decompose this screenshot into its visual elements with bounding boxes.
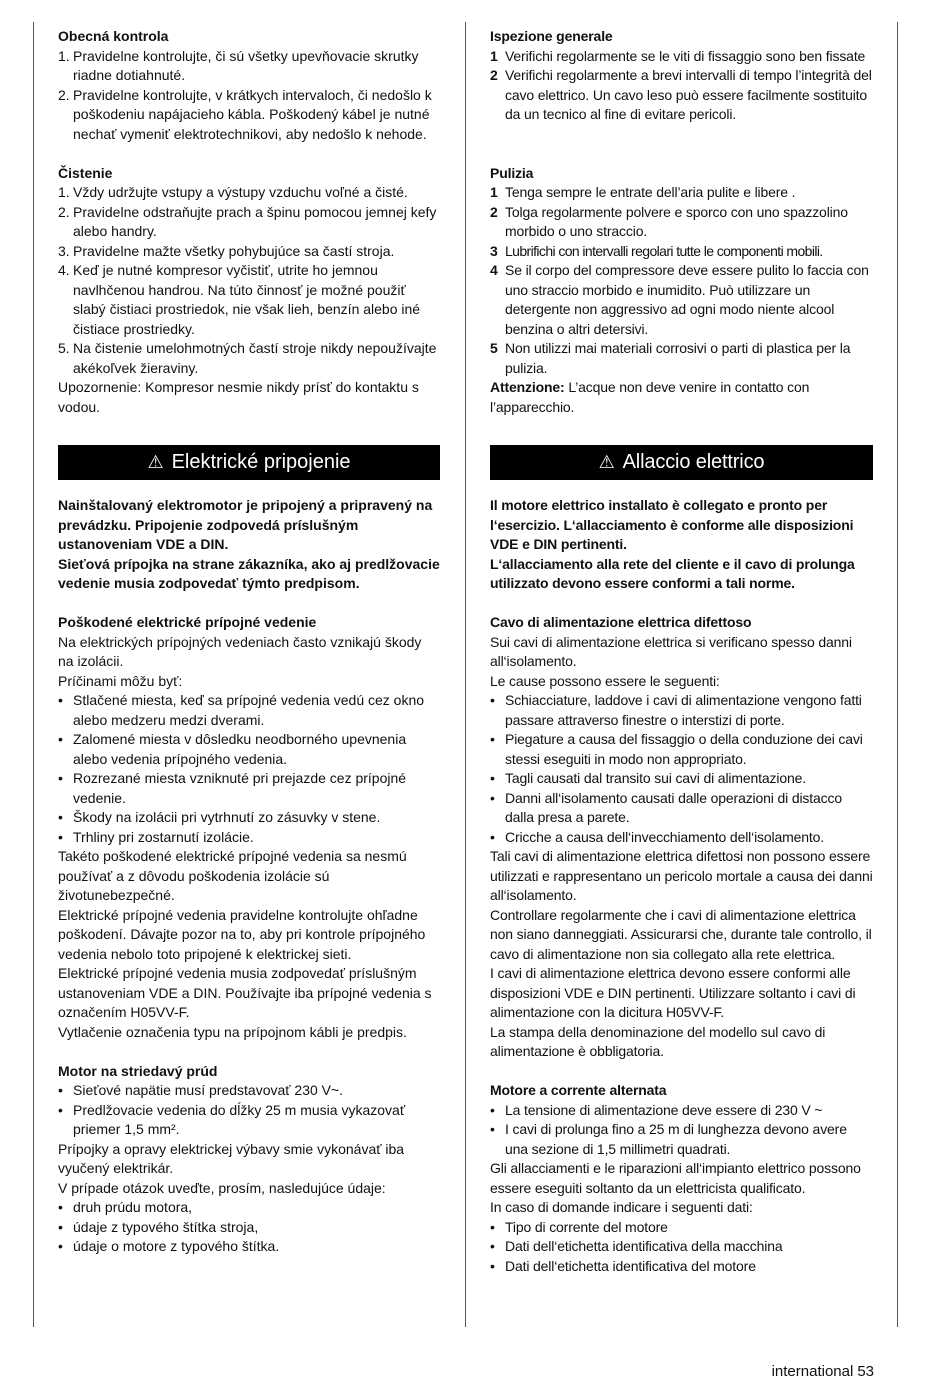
list-item: 4 Se il corpo del compressore deve essere pulito lo faccia con uno straccio morbido e inumidito. Può utilizzare un detergente non aggressivo ad ogni modo niente alcool benzina o altri detersivi. [490, 262, 869, 337]
section-heading: Ispezione generale [490, 28, 613, 44]
list-item: • Dati dell‘etichetta identificativa della macchina [490, 1238, 783, 1254]
section-general-inspection-it [490, 27, 873, 125]
list-item: 4. Keď je nutné kompresor vyčistiť, utrite ho jemnou navlhčenou handrou. Na túto činnosť je možné použiť slabý čistiaci prostriedok, nie však lieh, benzín alebo iné čistiace prostriedky. [58, 262, 421, 337]
footer-label: international [771, 1363, 854, 1380]
list-item: 1 Tenga sempre le entrate dell’aria pulite e libere . [490, 184, 796, 200]
list-item: • údaje z typového štítka stroja, [58, 1218, 259, 1235]
list-item: • Schiacciature, laddove i cavi di alimentazione vengono fatti passare attraverso finestre o interstizi di porte. [490, 692, 862, 728]
section-damaged-cable-sk [58, 613, 440, 1042]
section-heading: Cavo di alimentazione elettrica difettoso [490, 614, 752, 630]
list-item: • La tensione di alimentazione deve essere di 230 V ~ [490, 1101, 823, 1118]
list-item: 1. Vždy udržujte vstupy a výstupy vzduchu voľné a čisté. [58, 184, 408, 200]
list-item: • druh prúdu motora, [58, 1199, 193, 1215]
section-ac-motor-it [490, 1081, 873, 1276]
paragraph: V prípade otázok uveďte, prosím, nasledujúce údaje: [58, 1179, 386, 1196]
section-heading: Pulizia [490, 164, 534, 181]
paragraph: Sui cavi di alimentazione elettrica si verificano spesso danni all‘isolamento. [490, 633, 852, 669]
page-footer [772, 1362, 874, 1382]
list-item: • Cricche a causa dell‘invecchiamento dell‘isolamento. [490, 828, 825, 845]
list-item: • Sieťové napätie musí predstavovať 230 V~. [58, 1082, 344, 1098]
list-item: 2 Verifichi regolarmente a brevi intervalli di tempo l’integrità del cavo elettrico. Un cavo leso può essere facilmente sostituito da un tecnico al fine di evitare pericoli. [490, 67, 872, 122]
section-ac-motor-sk [58, 1062, 440, 1257]
warning-triangle-icon: ⚠ [147, 451, 164, 472]
intro-paragraph: Il motore elettrico installato è collegato e pronto per l‘esercizio. L‘allacciamento è conforme alle disposizioni VDE e DIN pertinenti. [490, 497, 854, 552]
warning-triangle-icon: ⚠ [598, 451, 615, 472]
section-banner-electrical-it [490, 445, 873, 480]
paragraph: Na elektrických prípojných vedeniach často vznikajú škody na izolácii. [58, 633, 422, 669]
intro-paragraph: Nainštalovaný elektromotor je pripojený a pripravený na prevádzku. Pripojenie zodpovedá príslušným ustanoveniam VDE a DIN. [58, 497, 433, 552]
list-item: • Trhliny pri zostarnutí izolácie. [58, 828, 254, 845]
cleaning-note: Attenzione: L’acque non deve venire in contatto con l’apparecchio. [490, 379, 810, 415]
list-item: • Predlžovacie vedenia do dĺžky 25 m musia vykazovať priemer 1,5 mm². [58, 1101, 406, 1137]
slovak-column [58, 27, 440, 1257]
paragraph: Tali cavi di alimentazione elettrica difettosi non possono essere utilizzati e rappresentano un pericolo mortale a causa dei danni all‘isolamento. [490, 848, 873, 903]
list-item: • Piegature a causa del fissaggio o della conduzione dei cavi stessi eseguiti in modo non appropriato. [490, 731, 863, 767]
list-item: 1 Verifichi regolarmente se le viti di fissaggio sono ben fissate [490, 47, 866, 64]
list-item: • Škody na izolácii pri vytrhnutí zo zásuvky v stene. [58, 809, 381, 825]
list-item: 5 Non utilizzi mai materiali corrosivi o parti di plastica per la pulizia. [490, 340, 851, 376]
right-margin-rule [897, 22, 898, 1327]
list-item: 2. Pravidelne kontrolujte, v krátkych intervaloch, či nedošlo k poškodeniu napájacieho kábla. Poškodený kábel je nutné nechať vymeniť elektrotechnikovi, aby nedošlo k nehode. [58, 86, 432, 142]
banner-title: Elektrické pripojenie [171, 450, 351, 473]
paragraph: Takéto poškodené elektrické prípojné vedenia sa nesmú používať a z dôvodu poškodenia izolácie sú životunebezpečné. [58, 848, 407, 903]
section-heading: Obecná kontrola [58, 28, 169, 44]
intro-paragraph-2: Sieťová prípojka na strane zákazníka, ako aj predlžovacie vedenie musia zodpovedať týmto predpisom. [58, 555, 440, 591]
paragraph: Controllare regolarmente che i cavi di alimentazione elettrica non siano danneggiati. Assicurarsi che, durante tale controllo, il cavo di alimentazione non sia collegato alla rete elettrica. [490, 906, 872, 962]
list-item: 3. Pravidelne mažte všetky pohybujúce sa častí stroja. [58, 242, 395, 259]
list-item: • Tipo di corrente del motore [490, 1218, 668, 1235]
paragraph: Vytlačenie označenia typu na prípojnom kábli je predpis. [58, 1023, 407, 1040]
paragraph: Elektrické prípojné vedenia pravidelne kontrolujte ohľadne poškodení. Dávajte pozor na to, aby pri kontrole prípojného vedenia nebolo toto pripojené k elektrickej sieti. [58, 906, 426, 962]
intro-paragraph-2: L‘allacciamento alla rete del cliente e il cavo di prolunga utilizzato devono essere conformi a tali norme. [490, 555, 855, 591]
list-item: • I cavi di prolunga fino a 25 m di lunghezza devono avere una sezione di 1,5 millimetri quadrati. [490, 1121, 847, 1157]
list-item: 2. Pravidelne odstraňujte prach a špinu pomocou jemnej kefy alebo handry. [58, 203, 437, 239]
section-heading: Motore a corrente alternata [490, 1082, 667, 1098]
paragraph: I cavi di alimentazione elettrica devono essere conformi alle disposizioni VDE e DIN pertinenti. Utilizzare soltanto i cavi di alimentazione con la dicitura H05VV-F. [490, 965, 856, 1020]
list-item: 1. Pravidelne kontrolujte, či sú všetky upevňovacie skrutky riadne dotiahnuté. [58, 47, 419, 83]
section-cleaning-it [490, 164, 873, 418]
list-item: • Danni all‘isolamento causati dalle operazioni di distacco dalla presa a parete. [490, 789, 842, 825]
center-divider-rule [465, 22, 466, 1327]
list-item: • Dati dell‘etichetta identificativa del motore [490, 1257, 756, 1274]
section-heading: Poškodené elektrické prípojné vedenie [58, 614, 317, 630]
paragraph: Gli allacciamenti e le riparazioni all‘impianto elettrico possono essere eseguiti soltanto da un elettricista qualificato. [490, 1160, 861, 1196]
section-damaged-cable-it [490, 613, 873, 1062]
list-item: 3 Lubrifichi con intervalli regolari tutte le componenti mobili. [490, 242, 823, 259]
list-item: 5. Na čistenie umelohmotných častí stroje nikdy nepoužívajte akékoľvek žieraviny. [58, 340, 437, 376]
section-heading: Čistenie [58, 164, 113, 181]
paragraph: In caso di domande indicare i seguenti dati: [490, 1199, 753, 1215]
section-heading: Motor na striedavý prúd [58, 1062, 218, 1079]
section-banner-electrical-sk [58, 445, 440, 480]
list-item: • Tagli causati dal transito sui cavi di alimentazione. [490, 770, 806, 786]
paragraph: Príčinami môžu byť: [58, 672, 183, 689]
section-cleaning-sk [58, 164, 440, 418]
list-item: • Zalomené miesta v dôsledku neodborného upevnenia alebo vedenia prípojného vedenia. [58, 731, 407, 767]
section-general-inspection-sk [58, 27, 440, 144]
page-number: 53 [857, 1363, 874, 1380]
list-item: • údaje o motore z typového štítka. [58, 1238, 280, 1254]
list-item: 2 Tolga regolarmente polvere e sporco con uno spazzolino morbido o uno straccio. [490, 203, 848, 239]
paragraph: La stampa della denominazione del modello sul cavo di alimentazione è obbligatoria. [490, 1023, 826, 1059]
paragraph: Prípojky a opravy elektrickej výbavy smie vykonávať iba vyučený elektrikár. [58, 1140, 405, 1176]
banner-title: Allaccio elettrico [622, 450, 765, 473]
cleaning-note: Upozornenie: Kompresor nesmie nikdy prísť do kontaktu s vodou. [58, 379, 419, 415]
left-margin-rule [33, 22, 34, 1327]
italian-column [490, 27, 873, 1276]
paragraph: Elektrické prípojné vedenia musia zodpovedať príslušným ustanoveniam VDE a DIN. Používajte iba prípojné vedenia s označením H05VV-F. [58, 965, 432, 1020]
paragraph: Le cause possono essere le seguenti: [490, 672, 720, 689]
list-item: • Rozrezané miesta vzniknuté pri prejazde cez prípojné vedenie. [58, 770, 407, 806]
list-item: • Stlačené miesta, keď sa prípojné vedenia vedú cez okno alebo medzeru medzi dverami. [58, 692, 425, 728]
